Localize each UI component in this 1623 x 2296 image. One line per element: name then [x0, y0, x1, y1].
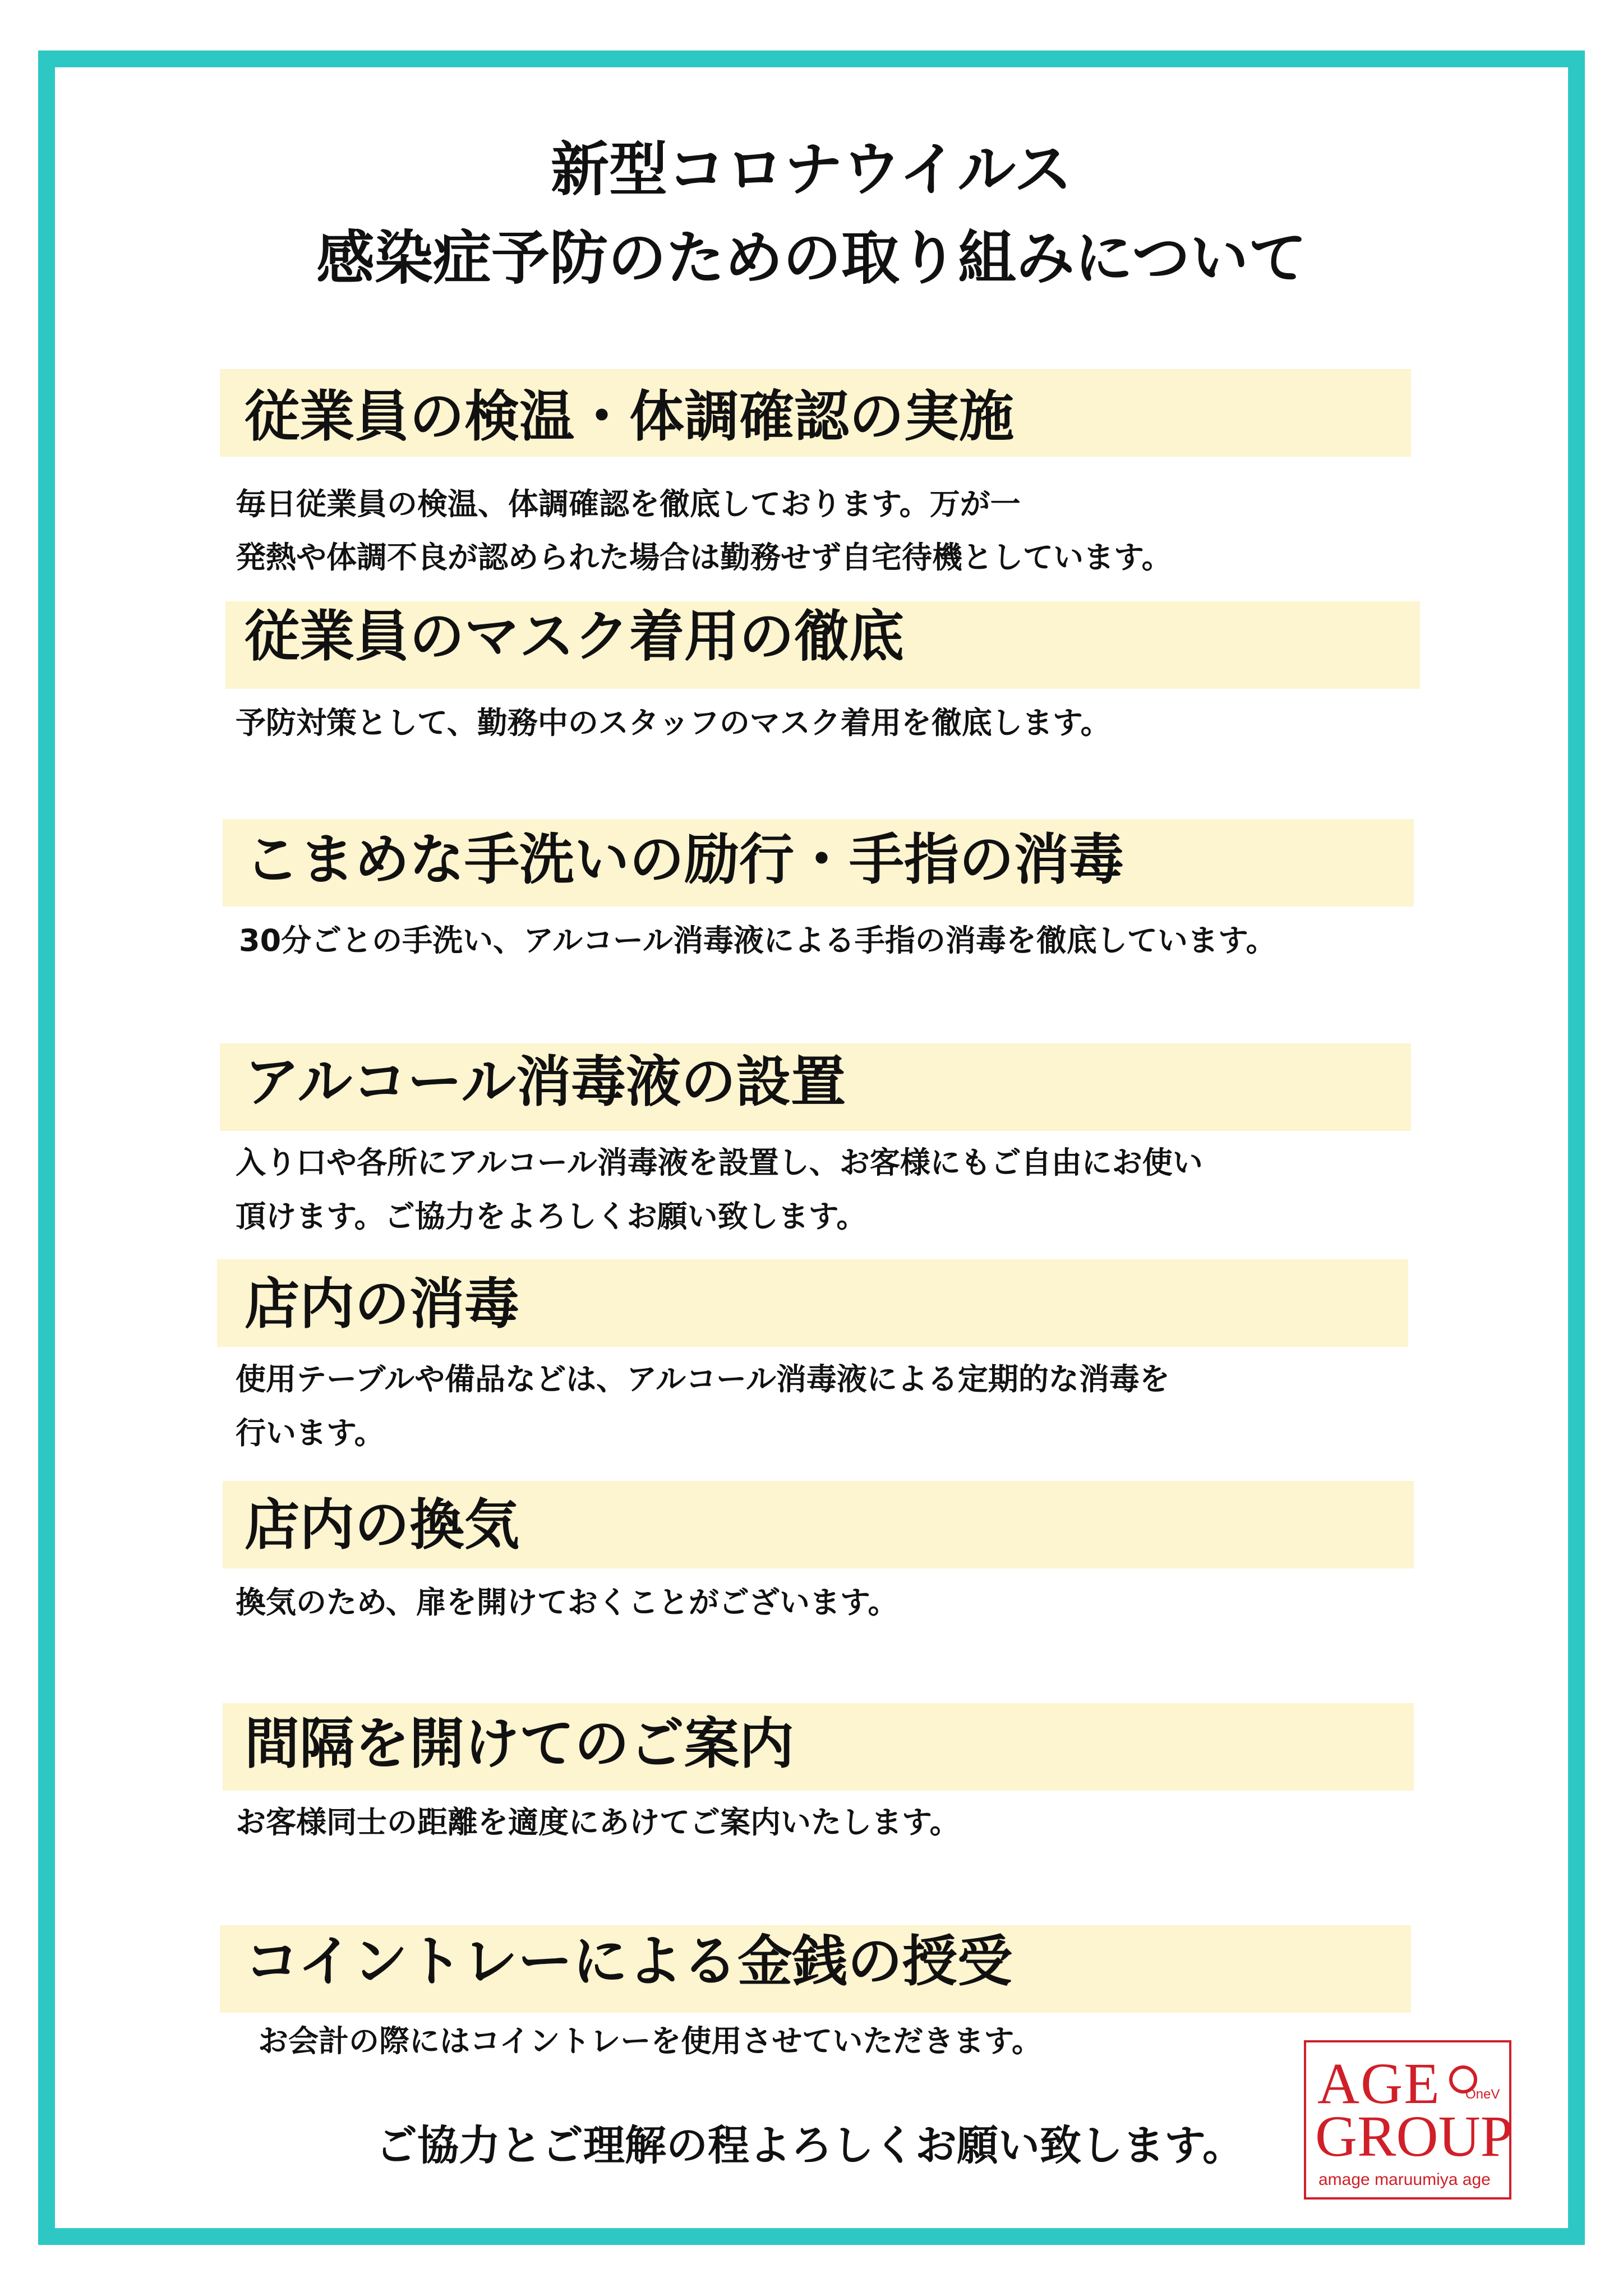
page-title-line1: 新型コロナウイルス — [551, 135, 1072, 204]
section-text: 発熱や体調不良が認められた場合は勤務せず自宅待機としています。 — [236, 540, 1172, 575]
section-text: 毎日従業員の検温、体調確認を徹底しております。万が一 — [236, 486, 1021, 522]
section-text: お客様同士の距離を適度にあけてご案内いたします。 — [236, 1805, 960, 1840]
section-heading: 店内の消毒 — [245, 1272, 520, 1336]
onev-mark-icon — [1446, 2059, 1500, 2109]
section-text: 30分ごとの手洗い、アルコール消毒液による手指の消毒を徹底しています。 — [239, 923, 1276, 958]
section-text: 入り口や各所にアルコール消毒液を設置し、お客様にもご自由にお使い — [236, 1145, 1203, 1180]
logo-mark-text: OneV — [1465, 2087, 1500, 2102]
section-text: 予防対策として、勤務中のスタッフのマスク着用を徹底します。 — [236, 705, 1111, 740]
closing-message: ご協力とご理解の程よろしくお願い致します。 — [376, 2122, 1244, 2170]
age-group-logo — [1304, 2040, 1511, 2200]
section-heading: 従業員のマスク着用の徹底 — [245, 605, 905, 669]
logo-subtext: amage maruumiya age — [1318, 2170, 1491, 2189]
section-heading: 従業員の検温・体調確認の実施 — [245, 385, 1015, 449]
logo-line1: AGE — [1317, 2051, 1441, 2116]
section-text: 頂けます。ご協力をよろしくお願い致します。 — [236, 1199, 867, 1234]
section-heading: コイントレーによる金銭の授受 — [245, 1930, 1013, 1994]
section-heading: こまめな手洗いの励行・手指の消毒 — [245, 828, 1124, 892]
section-heading: アルコール消毒液の設置 — [245, 1050, 846, 1114]
section-heading: 店内の換気 — [245, 1493, 520, 1557]
section-text: お会計の際にはコイントレーを使用させていただきます。 — [258, 2023, 1043, 2059]
section-heading: 間隔を開けてのご案内 — [245, 1712, 795, 1776]
page-title-line2: 感染症予防のための取り組みについて — [316, 224, 1307, 292]
logo-line2: GROUP — [1315, 2104, 1513, 2169]
section-text: 使用テーブルや備品などは、アルコール消毒液による定期的な消毒を — [236, 1361, 1170, 1397]
section-text: 行います。 — [236, 1415, 385, 1451]
section-text: 換気のため、扉を開けておくことがございます。 — [236, 1585, 898, 1620]
